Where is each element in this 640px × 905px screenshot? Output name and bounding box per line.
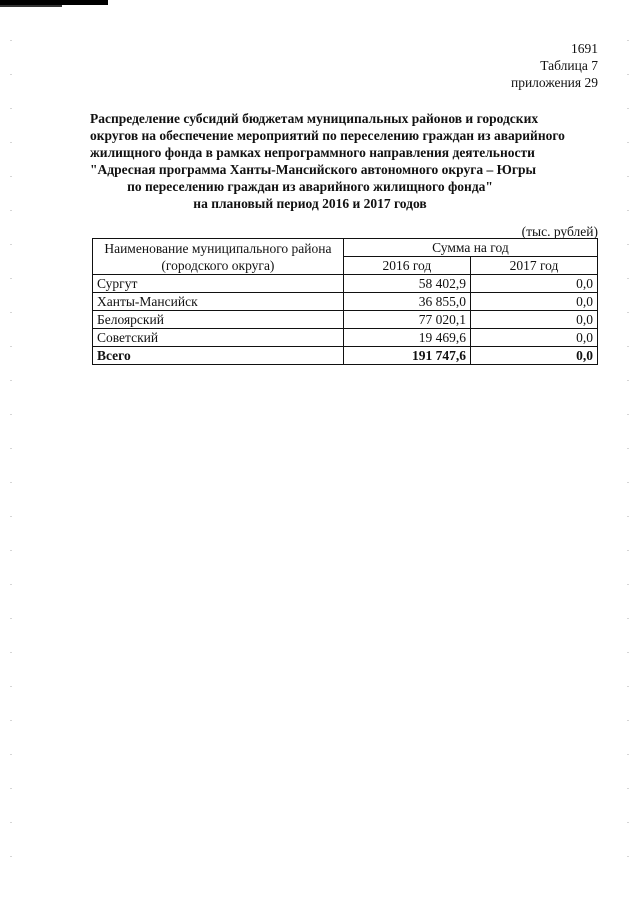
total-value-2016: 191 747,6 bbox=[343, 347, 470, 365]
column-header-2016: 2016 год bbox=[343, 257, 470, 275]
document-header bbox=[511, 40, 598, 91]
table-row bbox=[93, 329, 598, 347]
column-header-2017: 2017 год bbox=[470, 257, 597, 275]
units-label: (тыс. рублей) bbox=[521, 224, 598, 239]
row-value-2016: 36 855,0 bbox=[343, 293, 470, 311]
row-value-2017: 0,0 bbox=[470, 311, 597, 329]
table-label: Таблица 7 bbox=[540, 58, 598, 73]
title-line: округов на обеспечение мероприятий по переселению граждан из аварийного bbox=[90, 128, 565, 143]
row-name: Ханты-Мансийск bbox=[93, 293, 344, 311]
page-number: 1691 bbox=[571, 41, 598, 56]
row-value-2017: 0,0 bbox=[470, 293, 597, 311]
column-header-name bbox=[93, 239, 344, 275]
title-line: жилищного фонда в рамках непрограммного направления деятельности bbox=[90, 145, 535, 160]
table-header-row bbox=[93, 239, 598, 257]
row-value-2017: 0,0 bbox=[470, 275, 597, 293]
right-margin-noise bbox=[627, 40, 629, 860]
title-line: Распределение субсидий бюджетам муниципальных районов и городских bbox=[90, 111, 539, 126]
total-value-2017: 0,0 bbox=[470, 347, 597, 365]
table-row bbox=[93, 293, 598, 311]
title-line: "Адресная программа Ханты-Мансийского автономного округа – Югры bbox=[90, 162, 537, 177]
row-name: Сургут bbox=[93, 275, 344, 293]
column-header-name-line1: Наименование муниципального района bbox=[104, 240, 332, 256]
table-total-row bbox=[93, 347, 598, 365]
scan-edge-mark bbox=[0, 0, 108, 5]
row-value-2016: 58 402,9 bbox=[343, 275, 470, 293]
left-margin-noise bbox=[10, 40, 12, 860]
row-name: Советский bbox=[93, 329, 344, 347]
row-value-2016: 19 469,6 bbox=[343, 329, 470, 347]
table-row bbox=[93, 311, 598, 329]
title-line: по переселению граждан из аварийного жилищного фонда" bbox=[127, 179, 493, 194]
column-header-sum: Сумма на год bbox=[343, 239, 597, 257]
table-row bbox=[93, 275, 598, 293]
row-value-2017: 0,0 bbox=[470, 329, 597, 347]
subsidy-table bbox=[92, 238, 598, 365]
column-header-name-line2: (городского округа) bbox=[161, 257, 275, 273]
row-name: Белоярский bbox=[93, 311, 344, 329]
row-value-2016: 77 020,1 bbox=[343, 311, 470, 329]
total-label: Всего bbox=[93, 347, 344, 365]
document-title bbox=[90, 110, 565, 212]
appendix-label: приложения 29 bbox=[510, 75, 598, 90]
title-line: на плановый период 2016 и 2017 годов bbox=[193, 196, 427, 211]
